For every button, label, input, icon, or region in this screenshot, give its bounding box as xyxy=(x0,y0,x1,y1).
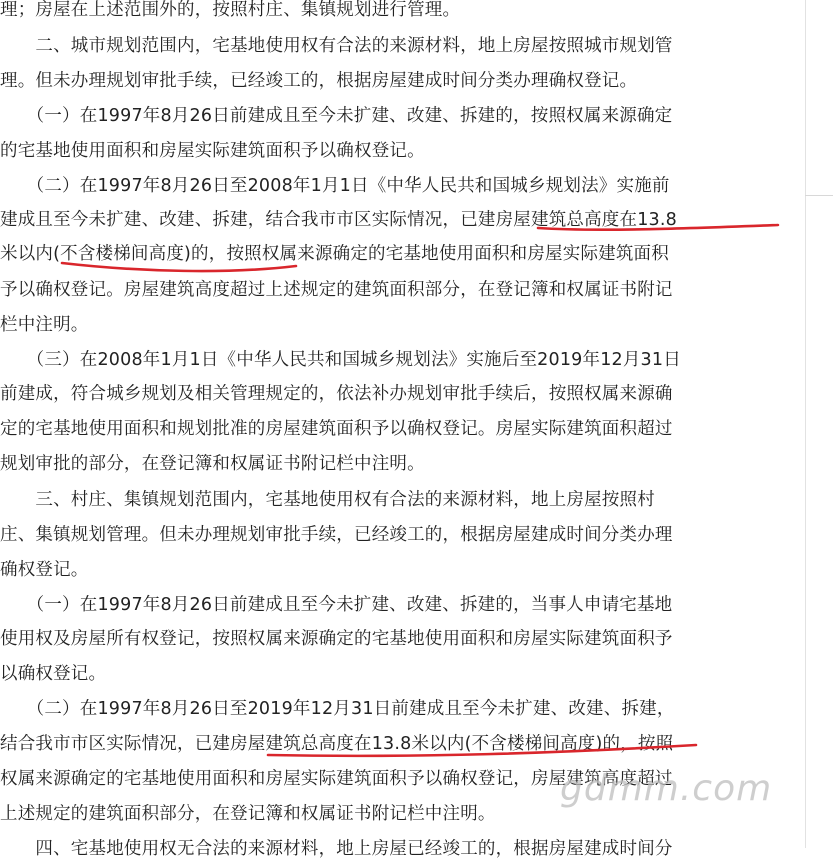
text-line: 规划审批的部分，在登记簿和权属证书附记栏中注明。 xyxy=(0,454,425,474)
text-line: 理。但未办理规划审批手续，已经竣工的，根据房屋建成时间分类办理确权登记。 xyxy=(0,71,638,91)
text-line: 上述规定的建筑面积部分，在登记簿和权属证书附记栏中注明。 xyxy=(0,804,496,824)
text-line: 权属来源确定的宅基地使用面积和房屋实际建筑面积予以确权登记，房屋建筑高度超过 xyxy=(0,769,673,789)
text-line: 建成且至今未扩建、改建、拆建，结合我市市区实际情况，已建房屋建筑总高度在13.8 xyxy=(0,210,677,230)
text-line: 前建成，符合城乡规划及相关管理规定的，依法补办规划审批手续后，按照权属来源确 xyxy=(0,384,673,404)
text-line: 予以确权登记。房屋建筑高度超过上述规定的建筑面积部分，在登记簿和权属证书附记 xyxy=(0,280,673,300)
text-line: （一）在1997年8月26日前建成且至今未扩建、改建、拆建的，当事人申请宅基地 xyxy=(0,595,673,615)
text-line: 定的宅基地使用面积和规划批准的房屋建筑面积予以确权登记。房屋实际建筑面积超过 xyxy=(0,419,673,439)
text-line: 四、宅基地使用权无合法的来源材料，地上房屋已经竣工的，根据房屋建成时间分 xyxy=(0,839,673,859)
text-line: 结合我市市区实际情况，已建房屋建筑总高度在13.8米以内(不含楼梯间高度)的，按照 xyxy=(0,734,674,754)
text-line: 确权登记。 xyxy=(0,560,89,580)
text-line: 米以内(不含楼梯间高度)的，按照权属来源确定的宅基地使用面积和房屋实际建筑面积 xyxy=(0,244,669,264)
text-line: （三）在2008年1月1日《中华人民共和国城乡规划法》实施后至2019年12月31日 xyxy=(0,350,681,370)
text-line: （二）在1997年8月26日至2019年12月31日前建成且至今未扩建、改建、拆建， xyxy=(0,699,675,719)
text-line: 栏中注明。 xyxy=(0,315,89,335)
text-line: 二、城市规划范围内，宅基地使用权有合法的来源材料，地上房屋按照城市规划管 xyxy=(0,36,673,56)
text-line: （一）在1997年8月26日前建成且至今未扩建、改建、拆建的，按照权属来源确定 xyxy=(0,106,673,126)
text-line: 以确权登记。 xyxy=(0,664,107,684)
text-line: 三、村庄、集镇规划范围内，宅基地使用权有合法的来源材料，地上房屋按照村 xyxy=(0,490,655,510)
text-line: 使用权及房屋所有权登记，按照权属来源确定的宅基地使用面积和房屋实际建筑面积予 xyxy=(0,629,673,649)
text-line: 的宅基地使用面积和房屋实际建筑面积予以确权登记。 xyxy=(0,141,425,161)
text-line: 庄、集镇规划管理。但未办理规划审批手续，已经竣工的，根据房屋建成时间分类办理 xyxy=(0,525,673,545)
text-line: 理；房屋在上述范围外的，按照村庄、集镇规划进行管理。 xyxy=(0,0,461,20)
site-watermark: gdmm.com xyxy=(560,768,773,809)
text-line: （二）在1997年8月26日至2008年1月1日《中华人民共和国城乡规划法》实施前 xyxy=(0,176,670,196)
